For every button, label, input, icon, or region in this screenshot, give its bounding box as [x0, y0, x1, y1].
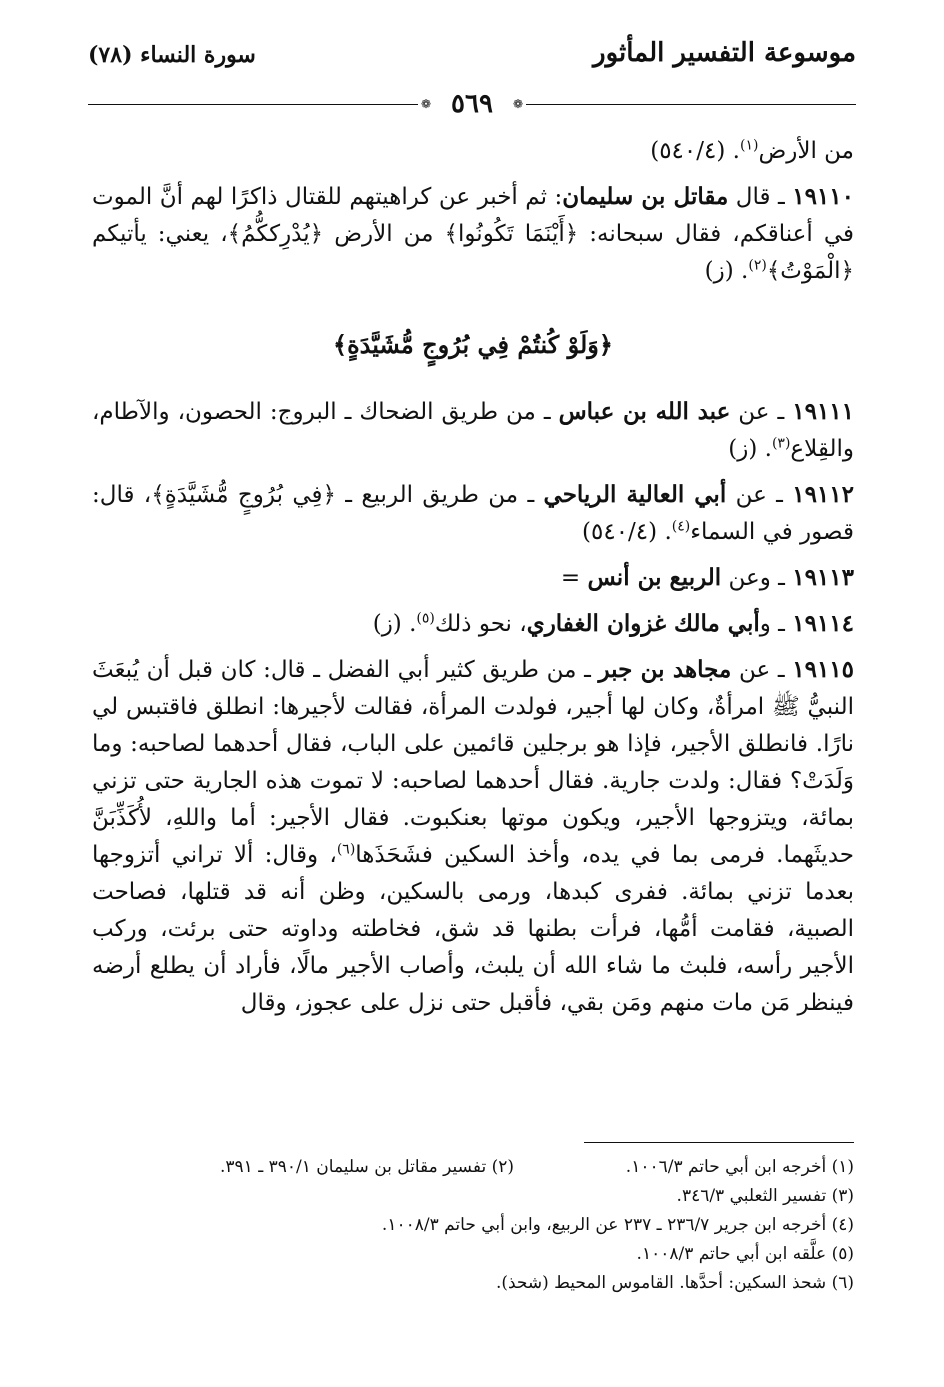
source-reference: . (ز)	[728, 436, 772, 462]
source-reference: . (ز)	[704, 258, 749, 284]
verse-heading: ﴿وَلَوْ كُنتُمْ فِي بُرُوجٍ مُّشَيَّدَةٍ﴾	[333, 330, 613, 359]
narration-19114	[92, 605, 854, 643]
narration-number: ١٩١١٠	[792, 183, 854, 210]
narration-19113	[92, 559, 854, 597]
page-header	[88, 38, 856, 78]
narration-prefix: ـ عن	[731, 657, 793, 683]
footnote-row	[92, 1240, 854, 1269]
source-reference: . (٥٤٠/٤)	[582, 519, 672, 545]
narration-19110	[92, 178, 854, 290]
narration-text-continued: ، وقال: ألا تراني أتزوجها بعدما تزني بمائة. ففرى كبدها، ورمى بالسكين، وظن أنه قد قتلها، فصاحت الصبية، فقامت أمُّها، فرأت بطنها قد شق، فخاطته وداوته حتى برئت، وركب الأجير رأسه، فلبث ما شاء الله أن يلبث، وأصاب الأجير مالًا، فأراد أن يطلع أرضه فينظر مَن مات منهم ومَن بقي، فأقبل حتى نزل على عجوز، وقال	[92, 842, 854, 1016]
narration-19111	[92, 393, 854, 468]
narrator-name: أبي العالية الرياحي	[543, 481, 727, 508]
source-reference: . (ز)	[372, 611, 417, 637]
footnote-4: (٤) أخرجه ابن جرير ٢٣٦/٧ ـ ٢٣٧ عن الربيع، وابن أبي حاتم ١٠٠٨/٣.	[381, 1215, 854, 1235]
narration-number: ١٩١١٤	[792, 610, 854, 637]
main-text	[92, 133, 854, 1030]
narration-prefix: ـ عن	[730, 399, 793, 425]
narration-number: ١٩١١٢	[792, 481, 854, 508]
page-number: ٥٦٩	[451, 89, 493, 119]
narrator-name: مقاتل بن سليمان	[562, 183, 729, 210]
narration-prefix: ـ عن	[726, 482, 793, 508]
narration-prefix: ـ وعن	[721, 565, 793, 591]
footnotes	[92, 1153, 854, 1298]
footnote-marker[interactable]: (٥)	[416, 610, 435, 627]
footnote-row	[92, 1182, 854, 1211]
footnote-marker[interactable]: (٣)	[771, 435, 791, 452]
footnote-5: (٥) علَّقه ابن أبي حاتم ١٠٠٨/٣.	[636, 1244, 854, 1264]
narrator-name: مجاهد بن جبر	[598, 656, 732, 683]
narrator-name: أبي مالك غزوان الغفاري	[526, 610, 760, 637]
narration-19112	[92, 476, 854, 551]
narration-prefix: ـ و	[759, 611, 793, 637]
narration-text: ـ من طريق الضحاك ـ البروج: الحصون، والآطام، والقِلاع	[92, 399, 854, 462]
footnote-marker[interactable]: (٢)	[748, 257, 767, 274]
paragraph-text: من الأرض	[758, 138, 854, 164]
narration-prefix: ـ قال	[728, 184, 793, 210]
narration-text: ـ من طريق كثير أبي الفضل ـ قال: كان قبل أن يُبعَثَ النبيُّ ﷺ امرأةٌ، وكان لها أجير، فولدت المرأة، فقالت لأجيرها: انطلق فاقتبس لي نارًا. فانطلق الأجير، فإذا هو برجلين قائمين على الباب، فقال أحدهما لصاحبه: وما وَلَدَتْ؟ فقال: ولدت جارية. فقال أحدهما لصاحبه: لا تموت هذه الجارية حتى تزني بمائة، ويتزوجها الأجير، ويكون موتها بعنكبوت. فقال الأجير: أما واللهِ، لأُكَذِّبَنَّ حديثَهما. فرمى بما في يده، وأخذ السكين فشَحَذَها	[92, 657, 854, 868]
narrator-name: الربيع بن أنس	[587, 564, 722, 591]
footnote-6: (٦) شحذ السكين: أحدَّها. القاموس المحيط (شحذ).	[495, 1273, 854, 1293]
narration-text: : ثم أخبر عن كراهيتهم للقتال ذاكرًا لهم أنَّ الموت في أعناقكم، فقال سبحانه: ﴿أَيْنَمَا تَكُونُوا﴾ من الأرض ﴿يُدْرِككُّمُ﴾، يعني: يأتيكم ﴿الْمَوْتُ﴾	[92, 184, 854, 284]
ornament-icon: ❁	[512, 97, 523, 111]
narrator-name: عبد الله بن عباس	[558, 398, 731, 425]
footnote-divider	[584, 1142, 854, 1143]
narration-text: ، نحو ذلك	[434, 611, 527, 637]
footnote-2: (٢) تفسير مقاتل بن سليمان ٣٩٠/١ ـ ٣٩١.	[220, 1157, 514, 1177]
narration-number: ١٩١١١	[792, 398, 855, 425]
footnote-row	[92, 1269, 854, 1298]
narration-number: ١٩١١٣	[792, 564, 854, 591]
surah-label: سورة النساء (٧٨)	[88, 42, 256, 68]
source-reference: . (٥٤٠/٤)	[650, 138, 740, 164]
narration-text: =	[560, 565, 588, 591]
paragraph-continuation	[92, 133, 854, 170]
ornament-icon: ❁	[421, 97, 432, 111]
footnote-marker[interactable]: (١)	[739, 137, 759, 154]
narration-number: ١٩١١٥	[792, 656, 855, 683]
narration-text: ـ من طريق الربيع ـ ﴿فِي بُرُوجٍ مُّشَيَّدَةٍ﴾، قال: قصور في السماء	[92, 482, 854, 545]
footnote-row	[92, 1153, 854, 1182]
footnote-row	[92, 1211, 854, 1240]
book-title: موسوعة التفسير المأثور	[593, 38, 856, 68]
footnote-1: (١) أخرجه ابن أبي حاتم ١٠٠٦/٣.	[625, 1157, 854, 1177]
footnote-marker[interactable]: (٦)	[336, 841, 356, 858]
narration-19115	[92, 651, 854, 1022]
footnote-3: (٣) تفسير الثعلبي ٣٤٦/٣.	[676, 1186, 854, 1206]
footnote-marker[interactable]: (٤)	[671, 518, 691, 535]
